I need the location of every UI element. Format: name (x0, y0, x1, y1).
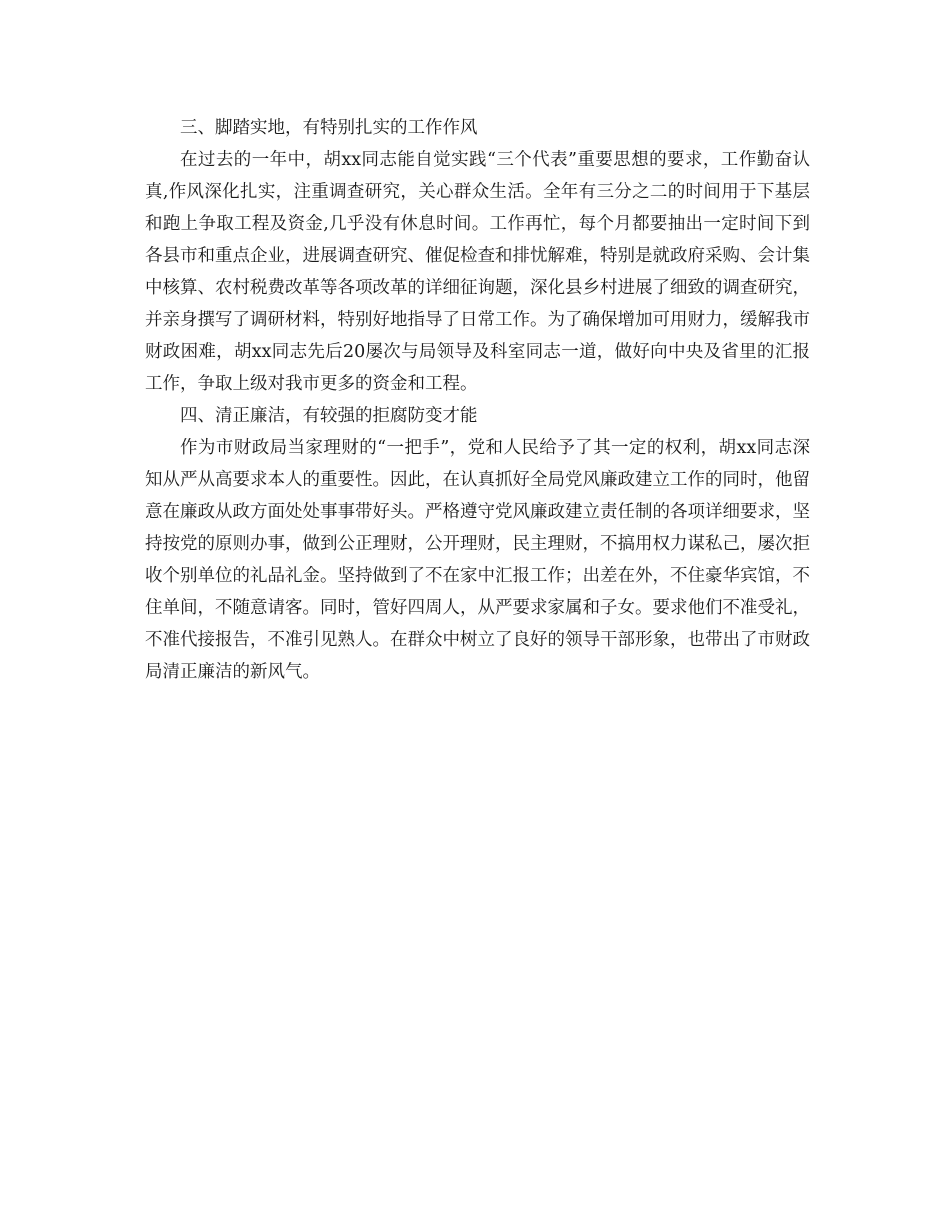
section-paragraph-4: 作为市财政局当家理财的“一把手”，党和人民给予了其一定的权利，胡xx同志深知从严从高要求本人的重要性。因此，在认真抓好全局党风廉政建立工作的同时，他留意在廉政从政方面处处事事带好头。严格遵守党风廉政建立责任制的各项详细要求，坚持按党的原则办事，做到公正理财，公开理财，民主理财，不搞用权力谋私己，屡次拒收个别单位的礼品礼金。坚持做到了不在家中汇报工作；出差在外，不住豪华宾馆，不住单间，不随意请客。同时，管好四周人，从严要求家属和子女。要求他们不准受礼，不准代接报告，不准引见熟人。在群众中树立了良好的领导干部形象，也带出了市财政局清正廉洁的新风气。 (145, 438, 810, 682)
section-heading-4: 四、清正廉洁，有较强的拒腐防变才能 (180, 406, 478, 426)
section-heading-3: 三、脚踏实地，有特别扎实的工作作风 (180, 118, 478, 138)
section-paragraph-3: 在过去的一年中，胡xx同志能自觉实践“三个代表”重要思想的要求，工作勤奋认真,作风深化扎实，注重调查研究，关心群众生活。全年有三分之二的时间用于下基层和跑上争取工程及资金,几乎没有休息时间。工作再忙，每个月都要抽出一定时间下到各县市和重点企业，进展调查研究、催促检查和排忧解难，特别是就政府采购、会计集中核算、农村税费改革等各项改革的详细征询题，深化县乡村进展了细致的调查研究，并亲身撰写了调研材料，特别好地指导了日常工作。为了确保增加可用财力，缓解我市财政困难，胡xx同志先后20屡次与局领导及科室同志一道，做好向中央及省里的汇报工作，争取上级对我市更多的资金和工程。 (145, 150, 810, 394)
document-page (145, 112, 810, 688)
